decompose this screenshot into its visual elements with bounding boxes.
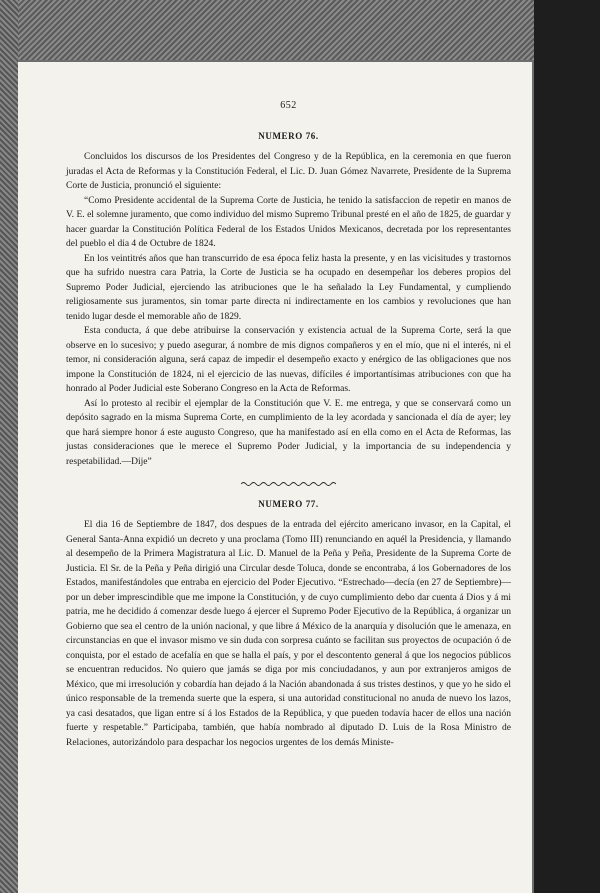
- section-divider: [241, 481, 336, 487]
- scan-border-top: [0, 0, 600, 60]
- paragraph: Así lo protesto al recibir el ejemplar de la Constitución que V. E. me entrega, y que se conservará como un depósito sagrado en la misma Suprema Corte, en cumplimiento de la ley acordada y sancionada el día de ayer; ley que hará siempre honor á este augusto Congreso, que ha manifestado así en ella como en el Acta de Reformas, las justas consideraciones que le merece el Supremo Poder Judicial, y la importancia de su independencia y respetabilidad.—Dije”: [66, 398, 511, 467]
- section-76-body: [66, 150, 511, 469]
- paragraph: El dia 16 de Septiembre de 1847, dos despues de la entrada del ejército americano invasor, en la Capital, el General Santa-Anna expidió un decreto y una proclama (Tomo III) renunciando en aquél la Presidencia, y llamando al desempeño de la Primera Magistratura al Lic. D. Manuel de la Peña y Peña, Presidente de la Suprema Corte de Justicia. El Sr. de la Peña y Peña dirigió una Circular desde Toluca, donde se encontraba, á los Gobernadores de los Estados, manifestándoles que entraba en ejercicio del Poder Ejecutivo. “Estrechado—decía (en 27 de Septiembre)—por un deber imprescindible que me impone la Constitución, y de cuyo cumplimiento debo dar cuenta á Dios y á mi patria, me he decidido á comenzar desde luego á ejercer el Supremo Poder Ejecutivo de la República, á organizar un Gobierno que sea el centro de la unión nacional, y que libre á México de la anarquía y disolución que le amenaza, en circunstancias en que el invasor mismo ve sin duda con sorpresa cuánto se facilitan sus proyectos de ocupación ó de conquista, por el estado de acefalía en que se halla el país, y por el descontento general á que los negocios públicos se encuentran reducidos. No quiero que jamás se diga por mis conciudadanos, y aun por extranjeros amigos de México, que mi irresolución y cobardía han dejado á la Nación abandonada á sus tristes destinos, y que yo he sido el único responsable de la tremenda suerte que la espera, si una autoridad constitucional no anuda de nuevo los lazos, ya casi desatados, que ligan entre sí á los Estados de la República, y que pueden todavía hacer de ellos una nación fuerte y respetable.” Participaba, también, que había nombrado al diputado D. Luis de la Rosa Ministro de Relaciones, autorizándolo para despachar los negocios urgentes de los demás Ministe-: [66, 520, 511, 748]
- paragraph: Concluidos los discursos de los Presidentes del Congreso y de la República, en la ceremonia en que fueron juradas el Acta de Reformas y la Constitución Federal, el Lic. D. Juan Gómez Navarrete, Presidente de la Suprema Corte de Justicia, pronunció el siguiente:: [66, 152, 511, 191]
- paragraph: Esta conducta, á que debe atribuirse la conservación y existencia actual de la Suprema Corte, será la que observe en lo sucesivo; y puedo asegurar, á nombre de mis dignos compañeros y en el mío, que ni el interés, ni el temor, ni consideración alguna, será capaz de impedir el desempeño exacto y enérgico de las obligaciones que nos impone la Constitución de 1824, ni el ejercicio de las nuevas, difíciles é importantísimas atribuciones con que ha honrado al Poder Judicial este Soberano Congreso en la Acta de Reformas.: [66, 326, 511, 394]
- section-heading-76: NUMERO 76.: [258, 131, 319, 141]
- scan-border-left: [0, 0, 18, 893]
- paragraph: “Como Presidente accidental de la Suprema Corte de Justicia, he tenido la satisfaccion de repetir en manos de V. E. el solemne juramento, que como individuo del mismo Supremo Tribunal presté en el año de 1825, de guardar y hacer guardar la Constitución Política Federal de los Estados Unidos Mexicanos, decretada por los representantes del pueblo el dia 4 de Octubre de 1824.: [66, 195, 511, 249]
- section-77-body: [66, 518, 511, 750]
- paragraph: En los veintitrés años que han transcurrido de esa época feliz hasta la presente, y en las vicisitudes y trastornos que ha sufrido nuestra cara Patria, la Corte de Justicia se ha ocupado en desempeñar los deberes propios del Supremo Poder Judicial, ejerciendo las atribuciones que le ha señalado la Ley Fundamental, y cumpliendo religiosamente sus juramentos, sin tomar parte directa ni indirectamente en los cambios y revoluciones que han tenido lugar desde el memorable año de 1829.: [66, 253, 511, 322]
- page-number: 652: [280, 100, 297, 111]
- section-heading-77: NUMERO 77.: [258, 499, 319, 509]
- page-content: [66, 100, 511, 750]
- document-page: [18, 62, 532, 893]
- scan-border-right: [534, 0, 600, 893]
